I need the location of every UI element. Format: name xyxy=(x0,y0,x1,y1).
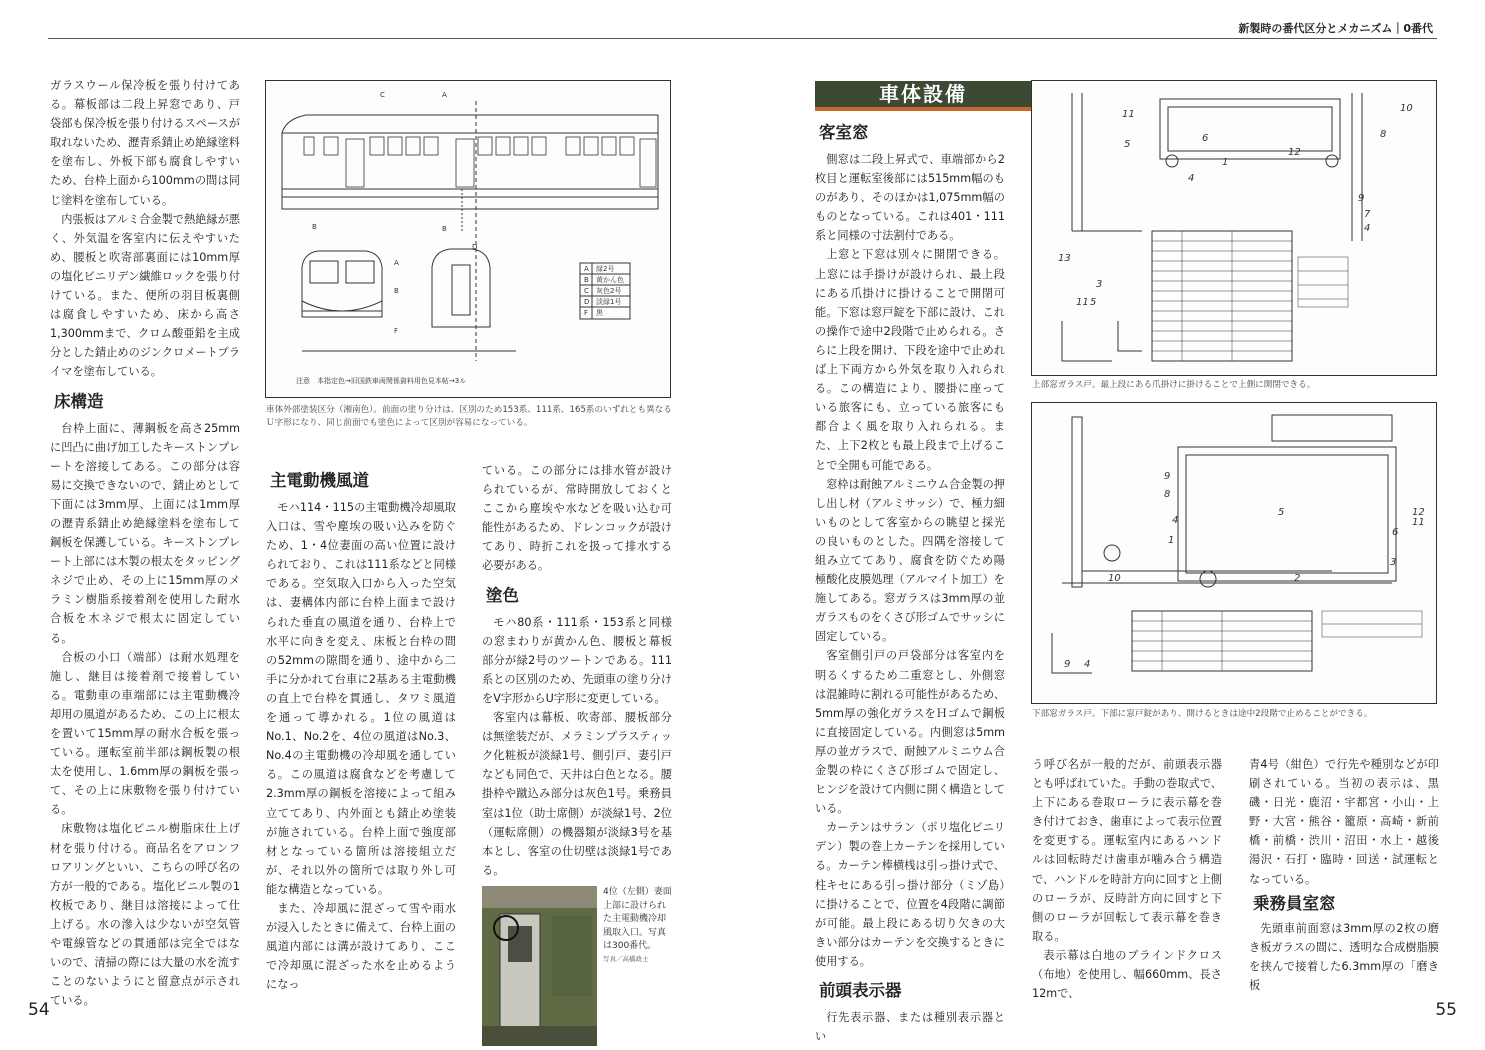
paragraph: また、冷却風に混ざって雪や雨水が浸入したときに備えて、台枠上面の風道内部には溝が設けてあり、ここで冷却風に混ざった水を止めるようになっ xyxy=(266,901,456,992)
svg-text:C: C xyxy=(584,287,589,295)
photo-credit: 写真／高橋政士 xyxy=(603,954,649,963)
svg-text:8: 8 xyxy=(1380,129,1387,140)
paragraph: 窓枠は耐蝕アルミニウム合金製の押し出し材（アルミサッシ）で、極力細いものとして客室からの眺望と採光の良いものとした。四隅を溶接して組み立ててあり、腐食を防ぐため陽極酸化皮膜処理（アルマイト加工）を施してある。窓ガラスは3mm厚の並ガラスものをくさび形ゴムでサッシに固定している。 xyxy=(815,477,1005,644)
svg-text:B: B xyxy=(394,287,399,295)
heading-paint: 塗色 xyxy=(486,585,519,605)
right-column-3 xyxy=(1249,755,1439,992)
air-intake-photo-image xyxy=(482,886,597,1046)
svg-text:1: 1 xyxy=(1222,157,1229,168)
paragraph: 行先表示器、または種別表示器とい xyxy=(815,1011,1005,1044)
paragraph: 先頭車前面窓は3mm厚の2枚の磨き板ガラスの間に、透明な合成樹脂膜を挟んで接着した6.3mm厚の「磨き板 xyxy=(1249,921,1439,992)
svg-text:灰色2号: 灰色2号 xyxy=(596,287,622,295)
header-rule xyxy=(48,38,1437,39)
svg-text:9: 9 xyxy=(1358,193,1365,204)
svg-text:11: 11 xyxy=(1076,297,1089,308)
heading-crew-window: 乗務員室窓 xyxy=(1253,893,1336,913)
paragraph: 青4号（紺色）で行先や種別などが印刷されている。当初の表示は、黒磯・日光・鹿沼・宇都宮・小山・上野・大宮・熊谷・籠原・高崎・新前橋・前橋・渋川・沼田・水上・越後湯沢・石打・臨時・回送・試運転となっている。 xyxy=(1249,758,1439,886)
svg-text:7: 7 xyxy=(1364,209,1371,220)
left-column-1 xyxy=(50,76,240,1008)
svg-text:4: 4 xyxy=(1188,173,1195,184)
paragraph: ている。この部分には排水管が設けられているが、常時開放しておくとここから塵埃や水などを吸い込む可能性があるため、ドレンコックが設けてあり、時折これを扱って排水する必要がある。 xyxy=(482,464,672,573)
paragraph: 側窓は二段上昇式で、車端部から2枚目と運転室後部には515mm幅のものがあり、そのほかは1,075mm幅のものとなっている。これは401・111系と同様の寸法割付である。 xyxy=(815,153,1005,243)
upper-window-drawing xyxy=(1031,80,1437,376)
heading-front-display: 前頭表示器 xyxy=(819,981,902,1001)
svg-text:4: 4 xyxy=(1364,223,1371,234)
section-title-banner: 車体設備 xyxy=(815,81,1031,111)
svg-text:12: 12 xyxy=(1288,147,1301,158)
svg-text:6: 6 xyxy=(1202,133,1209,144)
svg-text:4: 4 xyxy=(1084,659,1091,670)
left-column-3 xyxy=(482,461,672,877)
air-intake-photo xyxy=(482,886,597,1046)
page-number-right: 55 xyxy=(1435,1000,1457,1020)
svg-text:F: F xyxy=(394,327,399,335)
svg-text:黒: 黒 xyxy=(596,309,603,317)
svg-text:8: 8 xyxy=(1164,489,1171,500)
svg-text:9: 9 xyxy=(1064,659,1071,670)
page-number-left: 54 xyxy=(28,1000,50,1020)
svg-text:5: 5 xyxy=(1124,139,1131,150)
paint-diagram-figure xyxy=(265,80,671,398)
svg-text:6: 6 xyxy=(1392,527,1399,538)
left-column-2 xyxy=(266,468,456,992)
svg-text:5: 5 xyxy=(1090,297,1097,308)
paragraph: う呼び名が一般的だが、前頭表示器とも呼ばれていた。手動の巻取式で、上下にある巻取ローラに表示幕を巻き付けておき、歯車によって表示位置を変更する。運転室内にあるハンドルは回転時だけ歯車が噛み合う構造で、ハンドルを時計方向に回すと上側のローラが、反時計方向に回すと下側のローラが回転して表示幕を巻き取る。 xyxy=(1032,758,1222,943)
svg-text:10: 10 xyxy=(1108,573,1121,584)
svg-text:B: B xyxy=(584,276,589,284)
svg-text:13: 13 xyxy=(1058,253,1071,264)
svg-text:11: 11 xyxy=(1412,517,1425,528)
paragraph: 台枠上面に、薄鋼板を高さ25mmに凹凸に曲げ加工したキーストンプレートを溶接してある。この部分は容易に交換できないので、錆止めとして下面には3mm厚、上面には1mm厚の瀝青系錆止め絶縁塗料を塗布して鋼板を保護している。キーストンプレート上部には木製の根太をタッピングネジで止め、その上に15mm厚のメラミン樹脂系接着剤を使用した耐水合板を木ネジで根太に固定している。 xyxy=(50,421,240,645)
svg-text:3: 3 xyxy=(1096,279,1103,290)
svg-text:F: F xyxy=(584,309,589,317)
paint-diagram-caption: 車体外部塗装区分（湘南色）。前面の塗り分けは、区別のため153系、111系、165系のいずれとも異なるＵ字形になり、同じ前面でも塗色によって区別が容易になっている。 xyxy=(266,405,672,428)
photo-caption-text: 4位（左側）妻面上部に設けられた主電動機冷却風取入口。写真は300番代。 xyxy=(603,887,672,951)
svg-text:2: 2 xyxy=(1294,573,1301,584)
paragraph: 合板の小口（端部）は耐水処理を施し、継目は接着剤で接着している。電動車の車端部には主電動機冷却用の風道があるため、この上に根太を置いて15mm厚の耐水合板を張っている。運転室前半部は鋼板製の根太を使用し、1.6mm厚の鋼板を張って、その上に床敷物を張り付けている。 xyxy=(50,650,240,817)
svg-text:A: A xyxy=(442,91,447,99)
svg-text:緑2号: 緑2号 xyxy=(596,265,615,273)
svg-text:3: 3 xyxy=(1390,557,1397,568)
lower-window-drawing xyxy=(1031,402,1437,704)
svg-text:黄かん色: 黄かん色 xyxy=(596,276,624,284)
svg-text:A: A xyxy=(394,259,399,267)
svg-text:1: 1 xyxy=(1168,535,1175,546)
upper-window-caption: 上部窓ガラス戸。最上段にある爪掛けに掛けることで上側に開閉できる。 xyxy=(1032,380,1316,390)
svg-text:10: 10 xyxy=(1400,103,1413,114)
svg-text:C: C xyxy=(380,91,385,99)
lower-window-caption: 下部窓ガラス戸。下部に窓戸錠があり、開けるときは途中2段階で止めることができる。 xyxy=(1032,709,1373,719)
svg-text:D: D xyxy=(472,243,478,251)
heading-passenger-window: 客室窓 xyxy=(819,123,869,142)
heading-motor-duct: 主電動機風道 xyxy=(270,471,369,490)
paragraph: 客室内は幕板、吹寄部、腰板部分は無塗装だが、メラミンプラスティック化粧板が淡緑1号、側引戸、妻引戸なども同色で、天井は白色となる。腰掛枠や蹴込み部分は灰色1号。乗務員室は1位（助士席側）が淡緑1号、2位（運転席側）の機器類が淡緑3号を基本とし、客室の仕切壁は淡緑1号である。 xyxy=(482,711,672,877)
paragraph: 客室側引戸の戸袋部分は客室内を明るくするため二重窓とし、外側窓は混雑時に割れる可能性があるため、5mm厚の強化ガラスをＨゴムで鋼板に直接固定している。内側窓は5mm厚の並ガラスで、耐蝕アルミニウム合金製の枠にくさび形ゴムで固定し、ヒンジを設けて内側に開く構造としている。 xyxy=(815,649,1005,816)
svg-text:12: 12 xyxy=(1412,507,1425,518)
photo-caption xyxy=(603,886,673,964)
paragraph: 上窓と下窓は別々に開閉できる。上窓には手掛けが設けられ、最上段にある爪掛けに掛けることで開閉可能。下窓は窓戸錠を下部に設け、これの操作で途中2段階で止められる。さらに上段を開け、下段を途中で止めれば上下両方から外気を取り入れられる。この構造により、腰掛に座っている旅客にも、立っている旅客にも都合よく風を取り入れられる。また、上下2枚とも最上段まで上げることで全開も可能である。 xyxy=(815,248,1005,472)
svg-text:B: B xyxy=(312,223,317,231)
paragraph: 床敷物は塩化ビニル樹脂床仕上げ材を張り付ける。商品名をアロンフロアリングといい、こちらの呼び名の方が一般的である。塩化ビニル製の1枚板であり、継目は溶接によって仕上げる。水の滲入は少ないが空気管や電線管などの貫通部は完全ではないので、清掃の際には大量の水を流すことのないようにと留意点が示されている。 xyxy=(50,822,240,1008)
paragraph: ガラスウール保冷板を張り付けてある。幕板部は二段上昇窓であり、戸袋部も保冷板を張り付けるスペースが取れないため、瀝青系錆止め絶縁塗料を塗布し、外板下部も腐食しやすいため、台枠上面から100mmの間は同じ塗料を塗布している。 xyxy=(50,79,240,207)
paragraph: モハ114・115の主電動機冷却風取入口は、雪や塵埃の吸い込みを防ぐため、1・4位妻面の高い位置に設けられており、これは111系などと同様である。空気取入口から入った空気は、妻構体内部に台枠上面まで設けられた垂直の風道を通り、台枠上で水平に向きを変え、床板と台枠の間の52mmの隙間を通り、途中から二手に分かれて台車に2基ある主電動機の直上で台枠を貫通し、タワミ風道を通って導かれる。1位の風道はNo.1、No.2を、4位の風道はNo.3、No.4の主電動機の冷却風を通している。この風道は腐食などを考慮して2.3mm厚の鋼板を溶接によって組み立ててあり、内外面とも錆止め塗装が施されている。台枠上面で強度部材となっている箇所は溶接組立だが、それ以外の箇所では取り外し可能な構造となっている。 xyxy=(266,501,456,896)
paragraph: カーテンはサラン（ポリ塩化ビニリデン）製の巻上カーテンを採用している。カーテン棒横桟は引っ掛け式で、柱キセにある引っ掛け部分（ミゾ島）に掛けることで、位置を4段階に調節が可能。最上段にある切り欠きの大きい部分はカーテンを交換するときに使用する。 xyxy=(815,821,1005,968)
paragraph: モハ80系・111系・153系と同様の窓まわりが黄かん色、腰板と幕板部分が緑2号のツートンである。111系との区別のため、先頭車の塗り分けをV字形からU字形に変更している。 xyxy=(482,615,672,705)
svg-text:A: A xyxy=(584,265,589,273)
paint-diagram-drawing xyxy=(266,81,670,397)
lower-window-svg xyxy=(1032,403,1436,703)
svg-text:11: 11 xyxy=(1122,109,1135,120)
svg-text:B: B xyxy=(442,225,447,233)
svg-text:淡緑1号: 淡緑1号 xyxy=(596,298,622,306)
svg-text:5: 5 xyxy=(1278,507,1285,518)
svg-text:4: 4 xyxy=(1172,515,1179,526)
svg-text:注意 本指定色→旧国鉄車両関係資料用色見本帖→3ル: 注意 本指定色→旧国鉄車両関係資料用色見本帖→3ル xyxy=(296,377,467,385)
paragraph: 内張板はアルミ合金製で熱絶縁が悪く、外気温を客室内に伝えやすいため、腰板と吹寄部裏面には10mm厚の塩化ビニリデン繊維ロックを張り付けている。また、便所の羽目板裏側は腐食しやすいため、床から高さ1,300mmまで、クロム酸亜鉛を主成分とした錆止めのジンクロメートプライマを塗布している。 xyxy=(50,212,240,379)
right-column-2 xyxy=(1032,755,1222,1001)
heading-floor: 床構造 xyxy=(54,391,104,411)
upper-window-svg xyxy=(1032,81,1436,375)
right-column-1 xyxy=(815,120,1005,1044)
running-header: 新製時の番代区分とメカニズム｜0番代 xyxy=(1238,22,1433,35)
svg-text:9: 9 xyxy=(1164,471,1171,482)
svg-text:D: D xyxy=(584,298,590,306)
paragraph: 表示幕は白地のブラインドクロス（布地）を使用し、幅660mm、長さ12mで、 xyxy=(1032,948,1222,1001)
